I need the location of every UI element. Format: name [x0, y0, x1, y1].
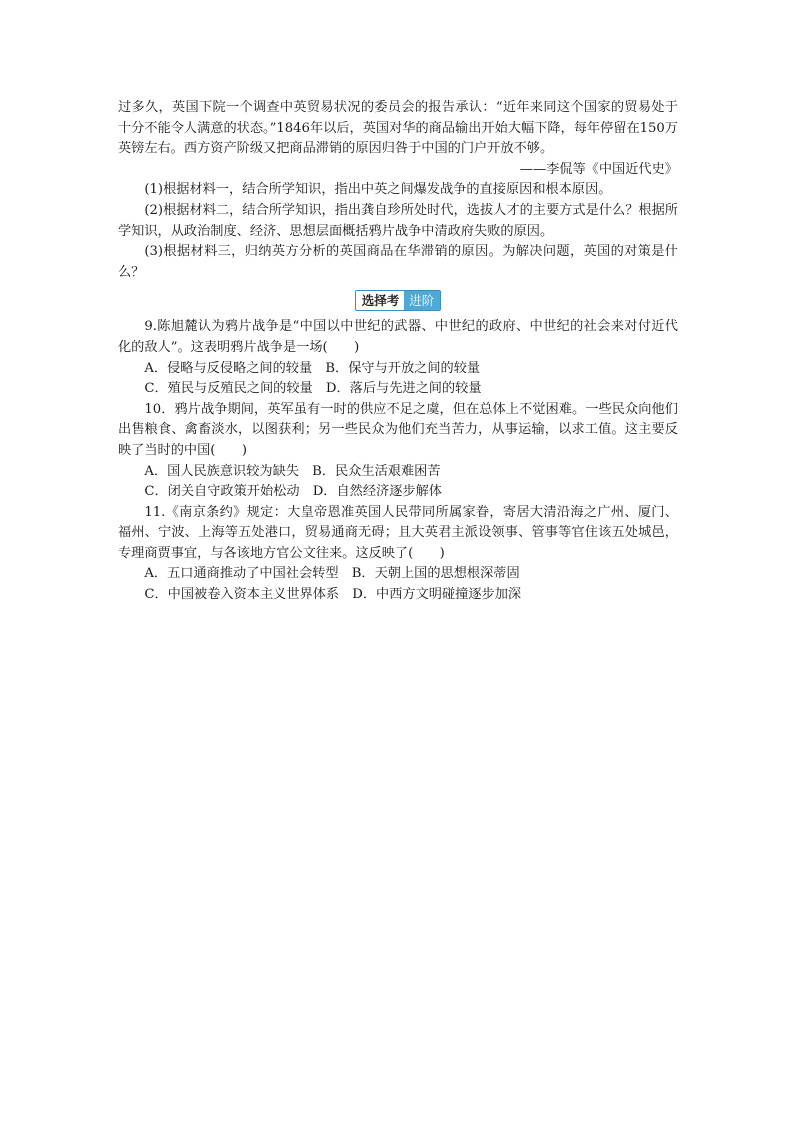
question-9-options-ab: A．侵略与反侵略之间的较量 B．保守与开放之间的较量 [144, 360, 481, 376]
question-11-options-cd: C．中国被卷入资本主义世界体系 D．中西方文明碰撞逐步加深 [144, 587, 522, 603]
question-9-options-cd: C．殖民与反殖民之间的较量 D．落后与先进之间的较量 [144, 381, 482, 397]
section-badge-left: 选择考 [356, 291, 405, 310]
question-3: (3)根据材料三，归纳英方分析的英国商品在华滞销的原因。为解决问题，英国的对策是什么？ [118, 244, 678, 280]
question-11-options-ab: A．五口通商推动了中国社会转型 B．天朝上国的思想根深蒂固 [144, 566, 520, 582]
worksheet-page [118, 98, 678, 606]
question-9-stem: 9.陈旭麓认为鸦片战争是“中国以中世纪的武器、中世纪的政府、中世纪的社会来对付近代化的敌人”。这表明鸦片战争是一场( ) [118, 319, 678, 355]
question-10-options-ab: A．国人民族意识较为缺失 B．民众生活艰难困苦 [144, 463, 441, 479]
section-badge [355, 290, 442, 311]
question-11-stem: 11.《南京条约》规定：大皇帝恩准英国人民带同所属家眷，寄居大清沿海之广州、厦门、福州、宁波、上海等五处港口，贸易通商无碍；且大英君主派设领事、管事等官住该五处城邑，专理商贾事宜，与各该地方官公文往来。这反映了( ) [118, 504, 678, 561]
question-10-options-cd: C．闭关自守政策开始松动 D．自然经济逐步解体 [144, 484, 442, 500]
material3-paragraph: 过多久，英国下院一个调查中英贸易状况的委员会的报告承认：“近年来同这个国家的贸易处于十分不能令人满意的状态。”1846年以后，英国对华的商品输出开始大幅下降，每年停留在150万英镑左右。西方资产阶级又把商品滞销的原因归咎于中国的门户开放不够。 [118, 100, 678, 157]
section-header [118, 290, 678, 311]
question-2: (2)根据材料二，结合所学知识，指出龚自珍所处时代，选拔人才的主要方式是什么？根据所学知识，从政治制度、经济、思想层面概括鸦片战争中清政府失败的原因。 [118, 202, 678, 239]
material3-source: ——李侃等《中国近代史》 [519, 161, 678, 177]
question-10-stem: 10．鸦片战争期间，英军虽有一时的供应不足之虞，但在总体上不觉困难。一些民众向他们出售粮食、禽畜淡水，以图获利；另一些民众为他们充当苦力，从事运输，以求工值。这主要反映了当时的中国( ) [118, 401, 678, 458]
question-1: (1)根据材料一，结合所学知识，指出中英之间爆发战争的直接原因和根本原因。 [144, 182, 612, 198]
section-badge-right: 进阶 [404, 291, 440, 310]
